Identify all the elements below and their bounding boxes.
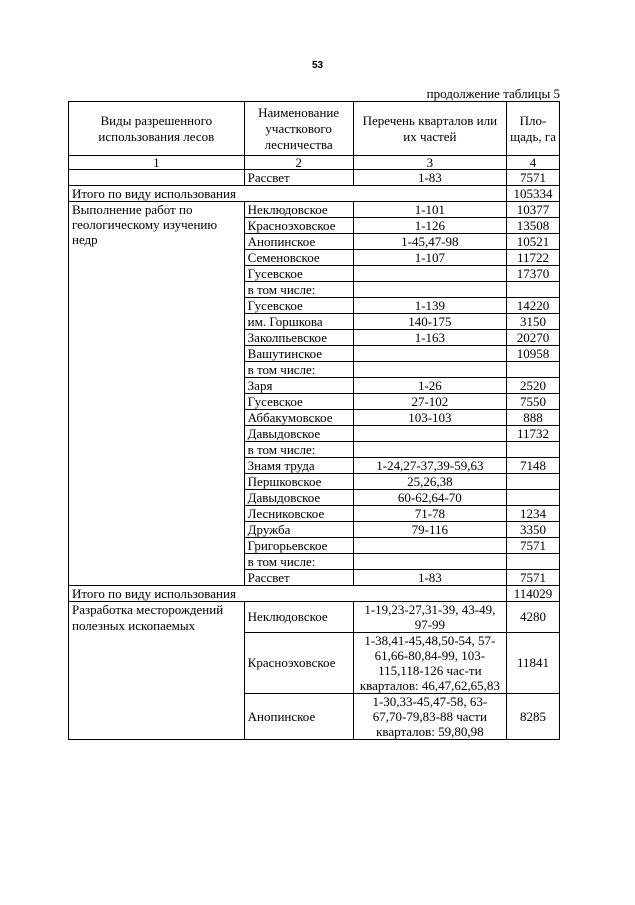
quarters-cell: 1-83 xyxy=(353,570,506,586)
quarters-cell xyxy=(353,346,506,362)
table-continuation-caption: продолжение таблицы 5 xyxy=(426,86,560,101)
quarters-cell: 103-103 xyxy=(353,410,506,426)
area-cell: 7148 xyxy=(507,458,560,474)
area-cell xyxy=(507,554,560,570)
header-use-type: Виды разрешенного использования лесов xyxy=(69,102,245,156)
quarters-cell xyxy=(353,362,506,378)
quarters-cell: 27-102 xyxy=(353,394,506,410)
quarters-cell xyxy=(353,538,506,554)
total-row xyxy=(69,586,560,602)
forestry-cell: Красноэховское xyxy=(244,218,353,234)
quarters-cell: 1-38,41-45,48,50-54, 57-61,66-80,84-99, 103-115,118-126 час-ти кварталов: 46,47,62,65,83 xyxy=(353,633,506,694)
quarters-cell: 1-83 xyxy=(353,170,506,186)
area-cell: 7550 xyxy=(507,394,560,410)
header-area: Пло-щадь, га xyxy=(507,102,560,156)
area-cell: 11841 xyxy=(507,633,560,694)
forestry-cell: Дружба xyxy=(244,522,353,538)
forestry-cell: в том числе: xyxy=(244,554,353,570)
forestry-cell: в том числе: xyxy=(244,442,353,458)
forestry-cell: Семеновское xyxy=(244,250,353,266)
total-row xyxy=(69,186,560,202)
area-cell: 8285 xyxy=(507,694,560,740)
area-cell xyxy=(507,474,560,490)
area-cell: 3350 xyxy=(507,522,560,538)
forestry-cell: Гусевское xyxy=(244,298,353,314)
forestry-cell: Анопинское xyxy=(244,234,353,250)
column-number: 4 xyxy=(507,156,560,170)
table-row xyxy=(69,170,560,186)
forestry-cell: Давыдовское xyxy=(244,490,353,506)
quarters-cell: 1-26 xyxy=(353,378,506,394)
area-cell xyxy=(507,490,560,506)
forestry-cell: Григорьевское xyxy=(244,538,353,554)
forestry-cell: Заря xyxy=(244,378,353,394)
quarters-cell: 71-78 xyxy=(353,506,506,522)
area-cell: 20270 xyxy=(507,330,560,346)
quarters-cell: 1-24,27-37,39-59,63 xyxy=(353,458,506,474)
total-area: 114029 xyxy=(507,586,560,602)
forestry-cell: Рассвет xyxy=(244,570,353,586)
column-number: 1 xyxy=(69,156,245,170)
total-label: Итого по виду использования xyxy=(69,186,507,202)
area-cell: 888 xyxy=(507,410,560,426)
forestry-cell: в том числе: xyxy=(244,282,353,298)
area-cell: 10377 xyxy=(507,202,560,218)
forestry-cell: Анопинское xyxy=(244,694,353,740)
area-cell: 10958 xyxy=(507,346,560,362)
quarters-cell: 1-139 xyxy=(353,298,506,314)
total-label: Итого по виду использования xyxy=(69,586,507,602)
forestry-cell: Красноэховское xyxy=(244,633,353,694)
forestry-cell: Давыдовское xyxy=(244,426,353,442)
area-cell: 17370 xyxy=(507,266,560,282)
forestry-cell: Гусевское xyxy=(244,266,353,282)
table-row xyxy=(69,202,560,218)
area-cell: 4280 xyxy=(507,602,560,633)
page-number: 53 xyxy=(311,60,324,71)
quarters-cell: 1-30,33-45,47-58, 63-67,70-79,83-88 части кварталов: 59,80,98 xyxy=(353,694,506,740)
area-cell: 13508 xyxy=(507,218,560,234)
quarters-cell: 1-126 xyxy=(353,218,506,234)
use-type-cell: Выполнение работ по геологическому изучению недр xyxy=(69,202,245,586)
quarters-cell: 1-107 xyxy=(353,250,506,266)
quarters-cell xyxy=(353,282,506,298)
area-cell: 10521 xyxy=(507,234,560,250)
area-cell: 14220 xyxy=(507,298,560,314)
area-cell xyxy=(507,362,560,378)
quarters-cell: 1-163 xyxy=(353,330,506,346)
area-cell: 11722 xyxy=(507,250,560,266)
forestry-cell: Неклюдовское xyxy=(244,202,353,218)
use-type-cell: Разработка месторождений полезных ископаемых xyxy=(69,602,245,740)
area-cell: 7571 xyxy=(507,170,560,186)
area-cell: 2520 xyxy=(507,378,560,394)
quarters-cell: 140-175 xyxy=(353,314,506,330)
area-cell: 1234 xyxy=(507,506,560,522)
forestry-cell: Неклюдовское xyxy=(244,602,353,633)
quarters-cell: 1-101 xyxy=(353,202,506,218)
quarters-cell xyxy=(353,442,506,458)
quarters-cell xyxy=(353,426,506,442)
use-type-cell xyxy=(69,170,245,186)
total-area: 105334 xyxy=(507,186,560,202)
area-cell: 7571 xyxy=(507,570,560,586)
forestry-cell: Знамя труда xyxy=(244,458,353,474)
column-number: 2 xyxy=(244,156,353,170)
forestry-cell: Першковское xyxy=(244,474,353,490)
forestry-cell: Гусевское xyxy=(244,394,353,410)
area-cell xyxy=(507,442,560,458)
header-quarters: Перечень кварталов или их частей xyxy=(353,102,506,156)
quarters-cell: 1-45,47-98 xyxy=(353,234,506,250)
quarters-cell xyxy=(353,266,506,282)
forestry-cell: Аббакумовское xyxy=(244,410,353,426)
forestry-cell: им. Горшкова xyxy=(244,314,353,330)
area-cell xyxy=(507,282,560,298)
area-cell: 7571 xyxy=(507,538,560,554)
forestry-cell: Заколпьевское xyxy=(244,330,353,346)
quarters-cell: 60-62,64-70 xyxy=(353,490,506,506)
forest-use-table xyxy=(68,101,560,740)
quarters-cell: 79-116 xyxy=(353,522,506,538)
quarters-cell: 25,26,38 xyxy=(353,474,506,490)
header-forestry: Наименование участкового лесничества xyxy=(244,102,353,156)
table-row xyxy=(69,602,560,633)
quarters-cell: 1-19,23-27,31-39, 43-49, 97-99 xyxy=(353,602,506,633)
column-number: 3 xyxy=(353,156,506,170)
quarters-cell xyxy=(353,554,506,570)
forestry-cell: Рассвет xyxy=(244,170,353,186)
forestry-cell: в том числе: xyxy=(244,362,353,378)
area-cell: 11732 xyxy=(507,426,560,442)
area-cell: 3150 xyxy=(507,314,560,330)
forestry-cell: Вашутинское xyxy=(244,346,353,362)
forestry-cell: Лесниковское xyxy=(244,506,353,522)
